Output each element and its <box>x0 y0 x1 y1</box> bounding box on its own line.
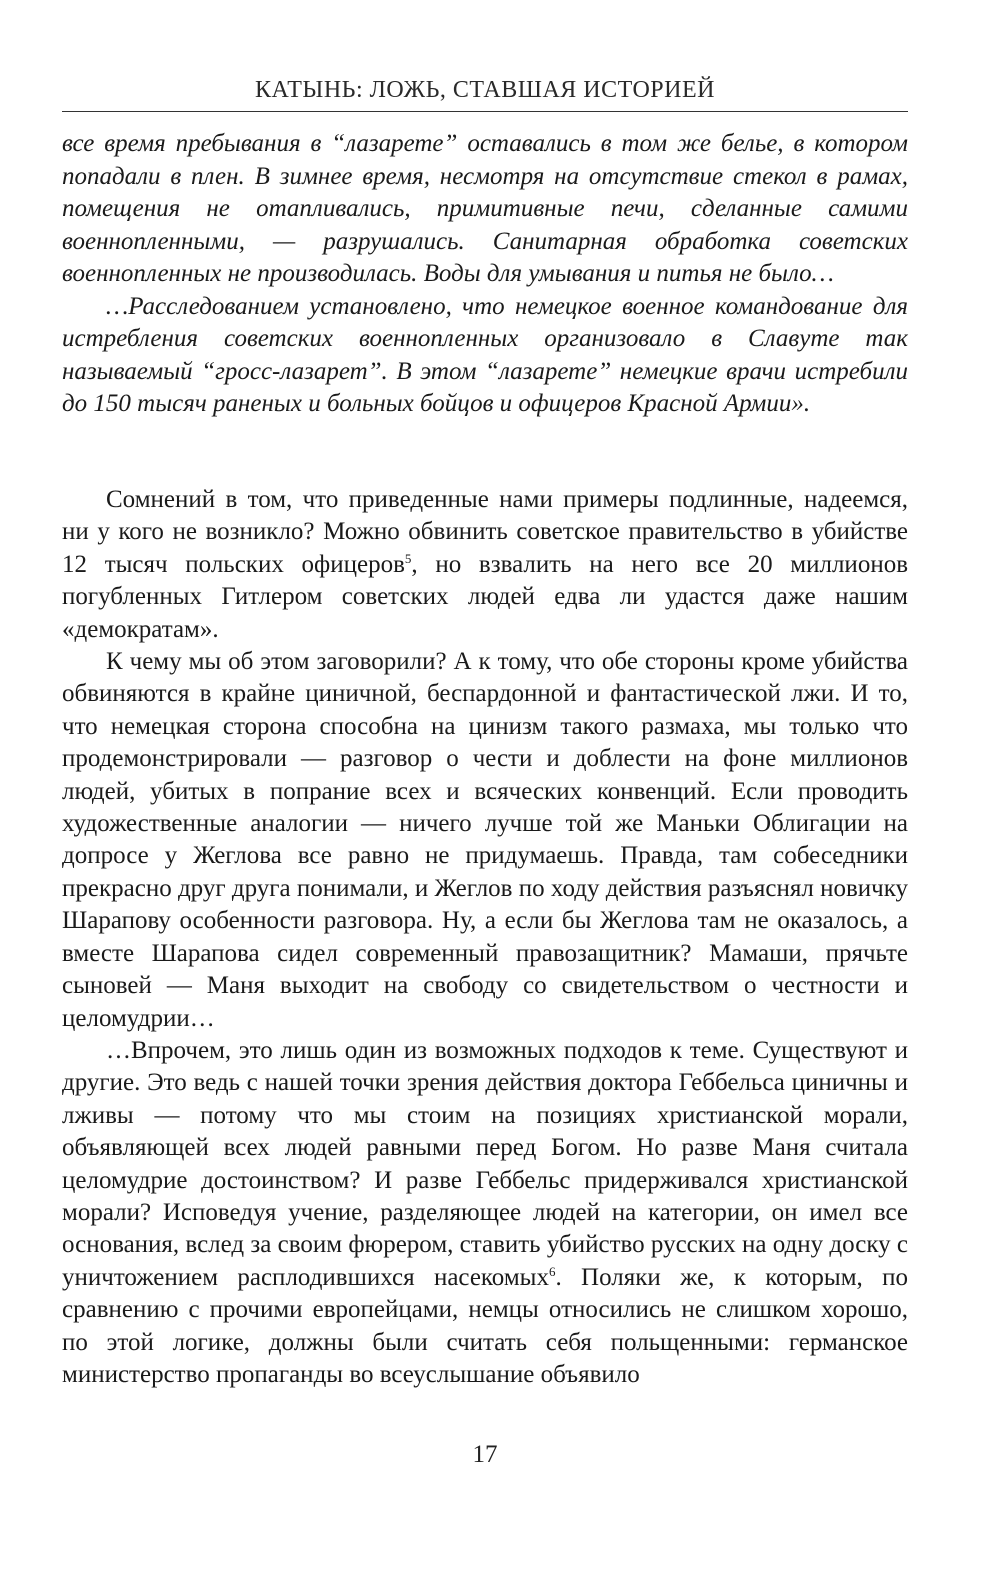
header-rule <box>62 111 908 112</box>
quoted-document <box>62 128 908 421</box>
body-text-span: Сомнений в том, что приведенные нами примеры подлинные, надеемся, ни у кого не возникло? Можно обвинить советское правительство в убийстве 12 тысяч польских офицеров <box>62 486 908 578</box>
quote-paragraph: …Расследованием установлено, что немецкое военное командование для истребления советских военнопленных организовало в Славуте так называемый “гросс-лазарет”. В этом “лазарете” немецкие врачи истребили до 150 тысяч раненых и больных бойцов и офицеров Красной Армии». <box>62 292 908 417</box>
main-text <box>62 484 908 1391</box>
book-page <box>62 0 908 1570</box>
footnote-marker: 6 <box>548 1263 556 1279</box>
body-text-span: . Поляки же, к которым, по сравнению с прочими европейцами, немцы относились не слишком хорошо, по этой логике, должны были считать себя польщенными: германское министерство пропаганды во всеуслышание объявило <box>62 1263 908 1388</box>
body-text-span: …Впрочем, это лишь один из возможных подходов к теме. Существуют и другие. Это ведь с нашей точки зрения действия доктора Геббельса циничны и лживы — потому что мы стоим на позициях христианской морали, объявляющей всех людей равными перед Богом. Но разве Маня считала целомудрие достоинством? И разве Геббельс придерживался христианской морали? Исповедуя учение, разделяющее людей на категории, он имел все основания, вслед за своим фюрером, ставить убийство русских на одну доску с уничтожением расплодившихся насекомых <box>62 1036 908 1291</box>
body-text-span: , но взвалить на него все 20 миллионов погубленных Гитлером советских людей едва ли удастся даже нашим «демократам». <box>62 550 908 643</box>
footnote-marker: 5 <box>404 550 412 566</box>
quote-paragraph: все время пребывания в “лазарете” оставались в том же белье, в котором попадали в плен. В зимнее время, несмотря на отсутствие стекол в рамах, помещения не отапливались, примитивные печи, сделанные самими военнопленными, — разрушались. Санитарная обработка советских военнопленных не производилась. Воды для умывания и питья не было… <box>62 130 908 287</box>
page-number: 17 <box>472 1441 498 1468</box>
running-header: КАТЫНЬ: ЛОЖЬ, СТАВШАЯ ИСТОРИЕЙ <box>255 77 715 103</box>
body-paragraph: К чему мы об этом заговорили? А к тому, что обе стороны кроме убийства обвиняются в крайне циничной, беспардонной и фантастической лжи. И то, что немецкая сторона способна на цинизм такого размаха, мы только что продемонстрировали — разговор о чести и доблести на фоне миллионов людей, убитых в попрание всех и всяческих конвенций. Если проводить художественные аналогии — ничего лучше той же Маньки Облигации на допросе у Жеглова все равно не придумаешь. Правда, там собеседники прекрасно друг друга понимали, и Жеглов по ходу действия разъяснял новичку Шарапову особенности разговора. Ну, а если бы Жеглова там не оказалось, а вместе Шарапова сидел современный правозащитник? Мамаши, прячьте сыновей — Маня выходит на свободу со свидетельством о честности и целомудрии… <box>62 648 908 1032</box>
body-paragraph <box>62 484 908 646</box>
body-paragraph <box>62 1035 908 1391</box>
